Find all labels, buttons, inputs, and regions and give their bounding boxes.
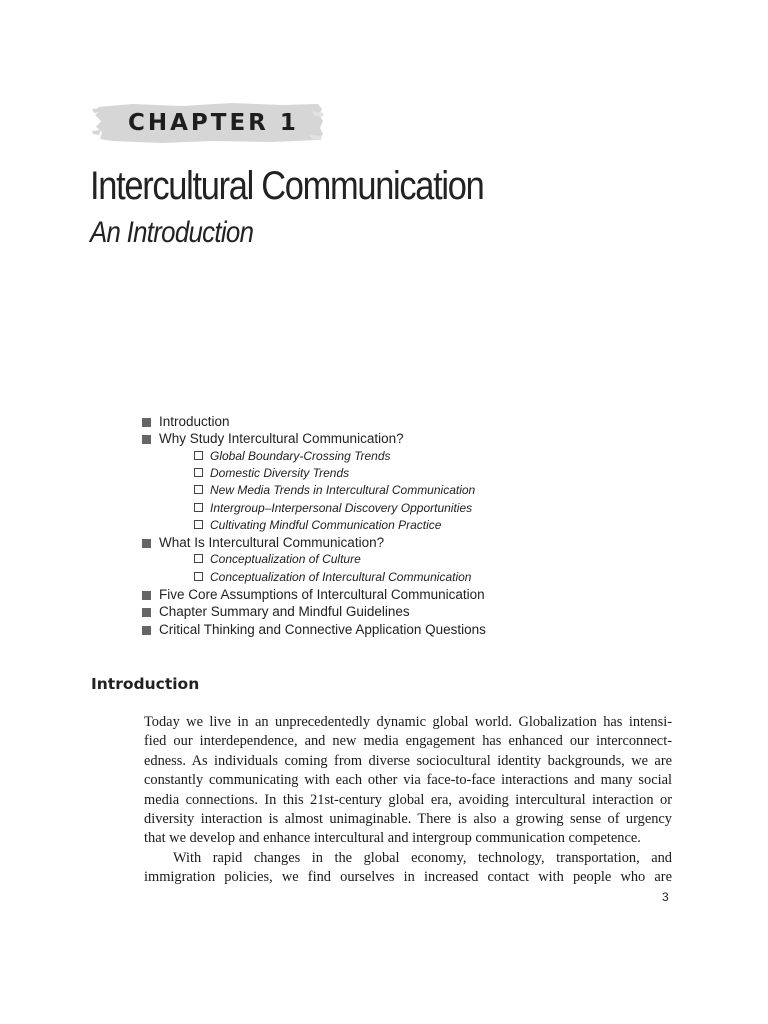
page-number: 3 [662,890,669,904]
paragraph-line: media connections. In this 21st-century global era, avoiding intercultural interaction or [144,791,672,808]
paragraph-line: edness. As individuals coming from diverse sociocultural identity backgrounds, we are [144,752,672,769]
outline-subitem [210,501,472,515]
chapter-title: Intercultural Communication [90,164,484,208]
hollow-square-bullet-icon [194,503,203,512]
outline-item-text: Global Boundary-Crossing Trends [210,448,391,463]
outline-item-text: Conceptualization of Intercultural Communication [210,569,472,584]
paragraph-line: constantly communicating with each other via face-to-face interactions and many social [144,772,672,789]
hollow-square-bullet-icon [194,520,203,529]
section-heading: Introduction [91,675,200,693]
square-bullet-icon [142,435,151,444]
body-text [144,713,672,888]
square-bullet-icon [142,608,151,617]
outline-subitem [210,449,391,463]
outline-item-text: What Is Intercultural Communication? [159,535,385,551]
outline-subitem [210,483,475,497]
hollow-square-bullet-icon [194,468,203,477]
outline-item-text: Cultivating Mindful Communication Practice [210,517,442,532]
chapter-label: CHAPTER 1 [128,110,299,136]
paragraph-line: With rapid changes in the global economy, technology, transportation, and [173,849,672,866]
outline-subitem [210,466,349,480]
paragraph-line: fied our interdependence, and new media engagement has enhanced our interconnect- [144,733,672,750]
outline-item-text: New Media Trends in Intercultural Communication [210,483,476,498]
outline-subitem [210,570,471,584]
chapter-subtitle: An Introduction [90,216,254,249]
chapter-banner [92,101,324,145]
outline-item-text: Five Core Assumptions of Intercultural Communication [159,587,485,602]
outline-item-text: Intergroup–Interpersonal Discovery Opportunities [210,500,473,515]
paragraph-line: Today we live in an unprecedentedly dynamic global world. Globalization has intensi- [144,714,672,730]
hollow-square-bullet-icon [194,485,203,494]
outline-item [159,587,485,602]
outline-item [159,622,486,637]
hollow-square-bullet-icon [194,554,203,563]
square-bullet-icon [142,539,151,548]
square-bullet-icon [142,591,151,600]
outline-item-text: Chapter Summary and Mindful Guidelines [159,604,410,620]
outline-item [159,604,410,619]
outline-subitem [210,552,361,566]
hollow-square-bullet-icon [194,451,203,460]
paragraph-line: that we develop and enhance intercultural and intergroup communication competence. [144,830,641,847]
square-bullet-icon [142,626,151,635]
outline-item [159,431,404,446]
outline-item-text: Critical Thinking and Connective Application Questions [159,621,486,637]
square-bullet-icon [142,418,151,427]
outline-item-text: Conceptualization of Culture [210,552,361,567]
outline-item-text: Domestic Diversity Trends [210,465,350,480]
outline-item-text: Why Study Intercultural Communication? [159,431,404,447]
paragraph-line: diversity interaction is almost unimaginable. There is also a growing sense of urgency [144,810,672,827]
hollow-square-bullet-icon [194,572,203,581]
paragraph-line: immigration policies, we find ourselves in increased contact with people who are [144,869,672,886]
outline-item-text: Introduction [159,414,230,429]
outline-subitem [210,518,441,532]
outline-item [159,414,230,429]
outline-item [159,535,384,550]
